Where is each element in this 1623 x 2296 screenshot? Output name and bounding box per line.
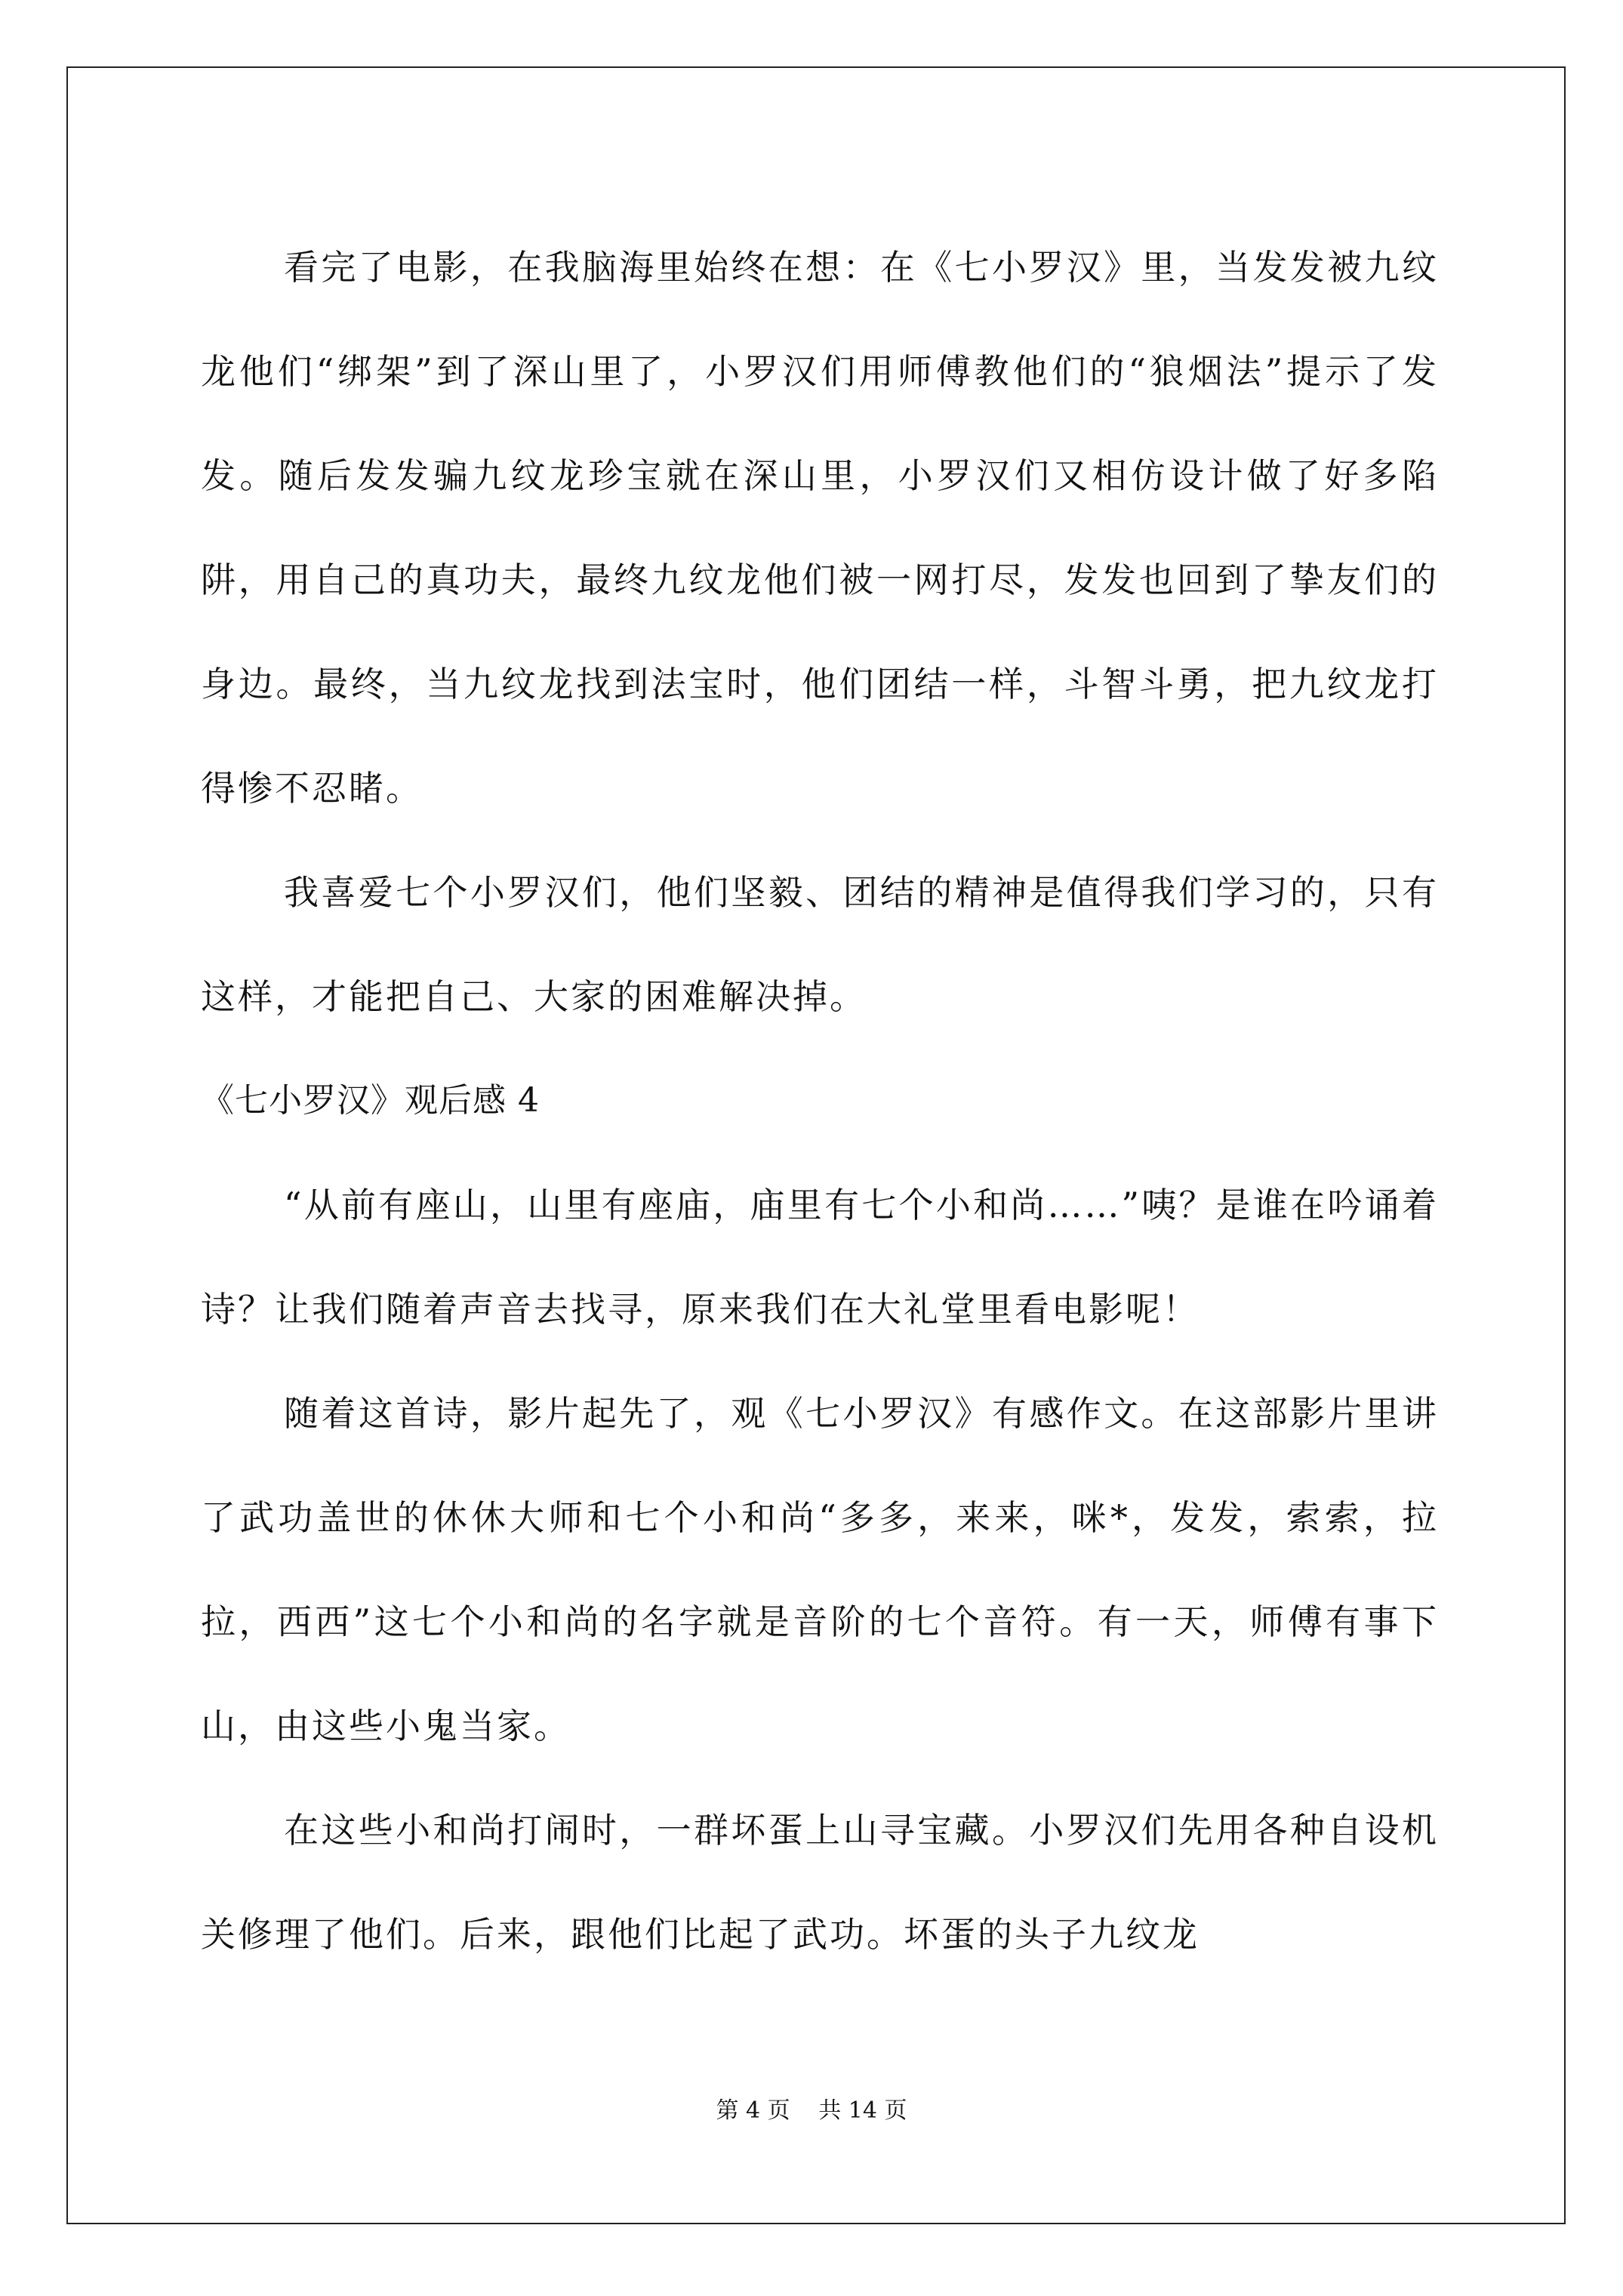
page-footer bbox=[0, 2091, 1623, 2125]
paragraph: 随着这首诗，影片起先了，观《七小罗汉》有感作文。在这部影片里讲了武功盖世的休休大师和七个小和尚“多多，来来，咪*，发发，索索，拉拉，西西”这七个小和尚的名字就是音阶的七个音符。有一天，师傅有事下山，由这些小鬼当家。 bbox=[201, 1393, 1439, 1746]
paragraph: 我喜爱七个小罗汉们，他们坚毅、团结的精神是值得我们学习的，只有这样，才能把自己、大家的困难解决掉。 bbox=[201, 872, 1439, 1017]
page-total: 共 14 页 bbox=[818, 2097, 907, 2124]
paragraph: 在这些小和尚打闹时，一群坏蛋上山寻宝藏。小罗汉们先用各种自设机关修理了他们。后来，跟他们比起了武功。坏蛋的头子九纹龙 bbox=[201, 1810, 1439, 1955]
document-body bbox=[201, 215, 1439, 1986]
page-number: 第 4 页 bbox=[716, 2097, 790, 2124]
section-heading: 《七小罗汉》观后感 4 bbox=[201, 1081, 540, 1120]
paragraph: 看完了电影，在我脑海里始终在想：在《七小罗汉》里，当发发被九纹龙他们“绑架”到了深山里了，小罗汉们用师傅教他们的“狼烟法”提示了发发。随后发发骗九纹龙珍宝就在深山里，小罗汉们又相仿设计做了好多陷阱，用自己的真功夫，最终九纹龙他们被一网打尽，发发也回到了挚友们的身边。最终，当九纹龙找到法宝时，他们团结一样，斗智斗勇，把九纹龙打得惨不忍睹。 bbox=[201, 247, 1439, 809]
paragraph: “从前有座山，山里有座庙，庙里有七个小和尚……”咦？是谁在吟诵着诗？让我们随着声音去找寻，原来我们在大礼堂里看电影呢！ bbox=[201, 1185, 1439, 1330]
